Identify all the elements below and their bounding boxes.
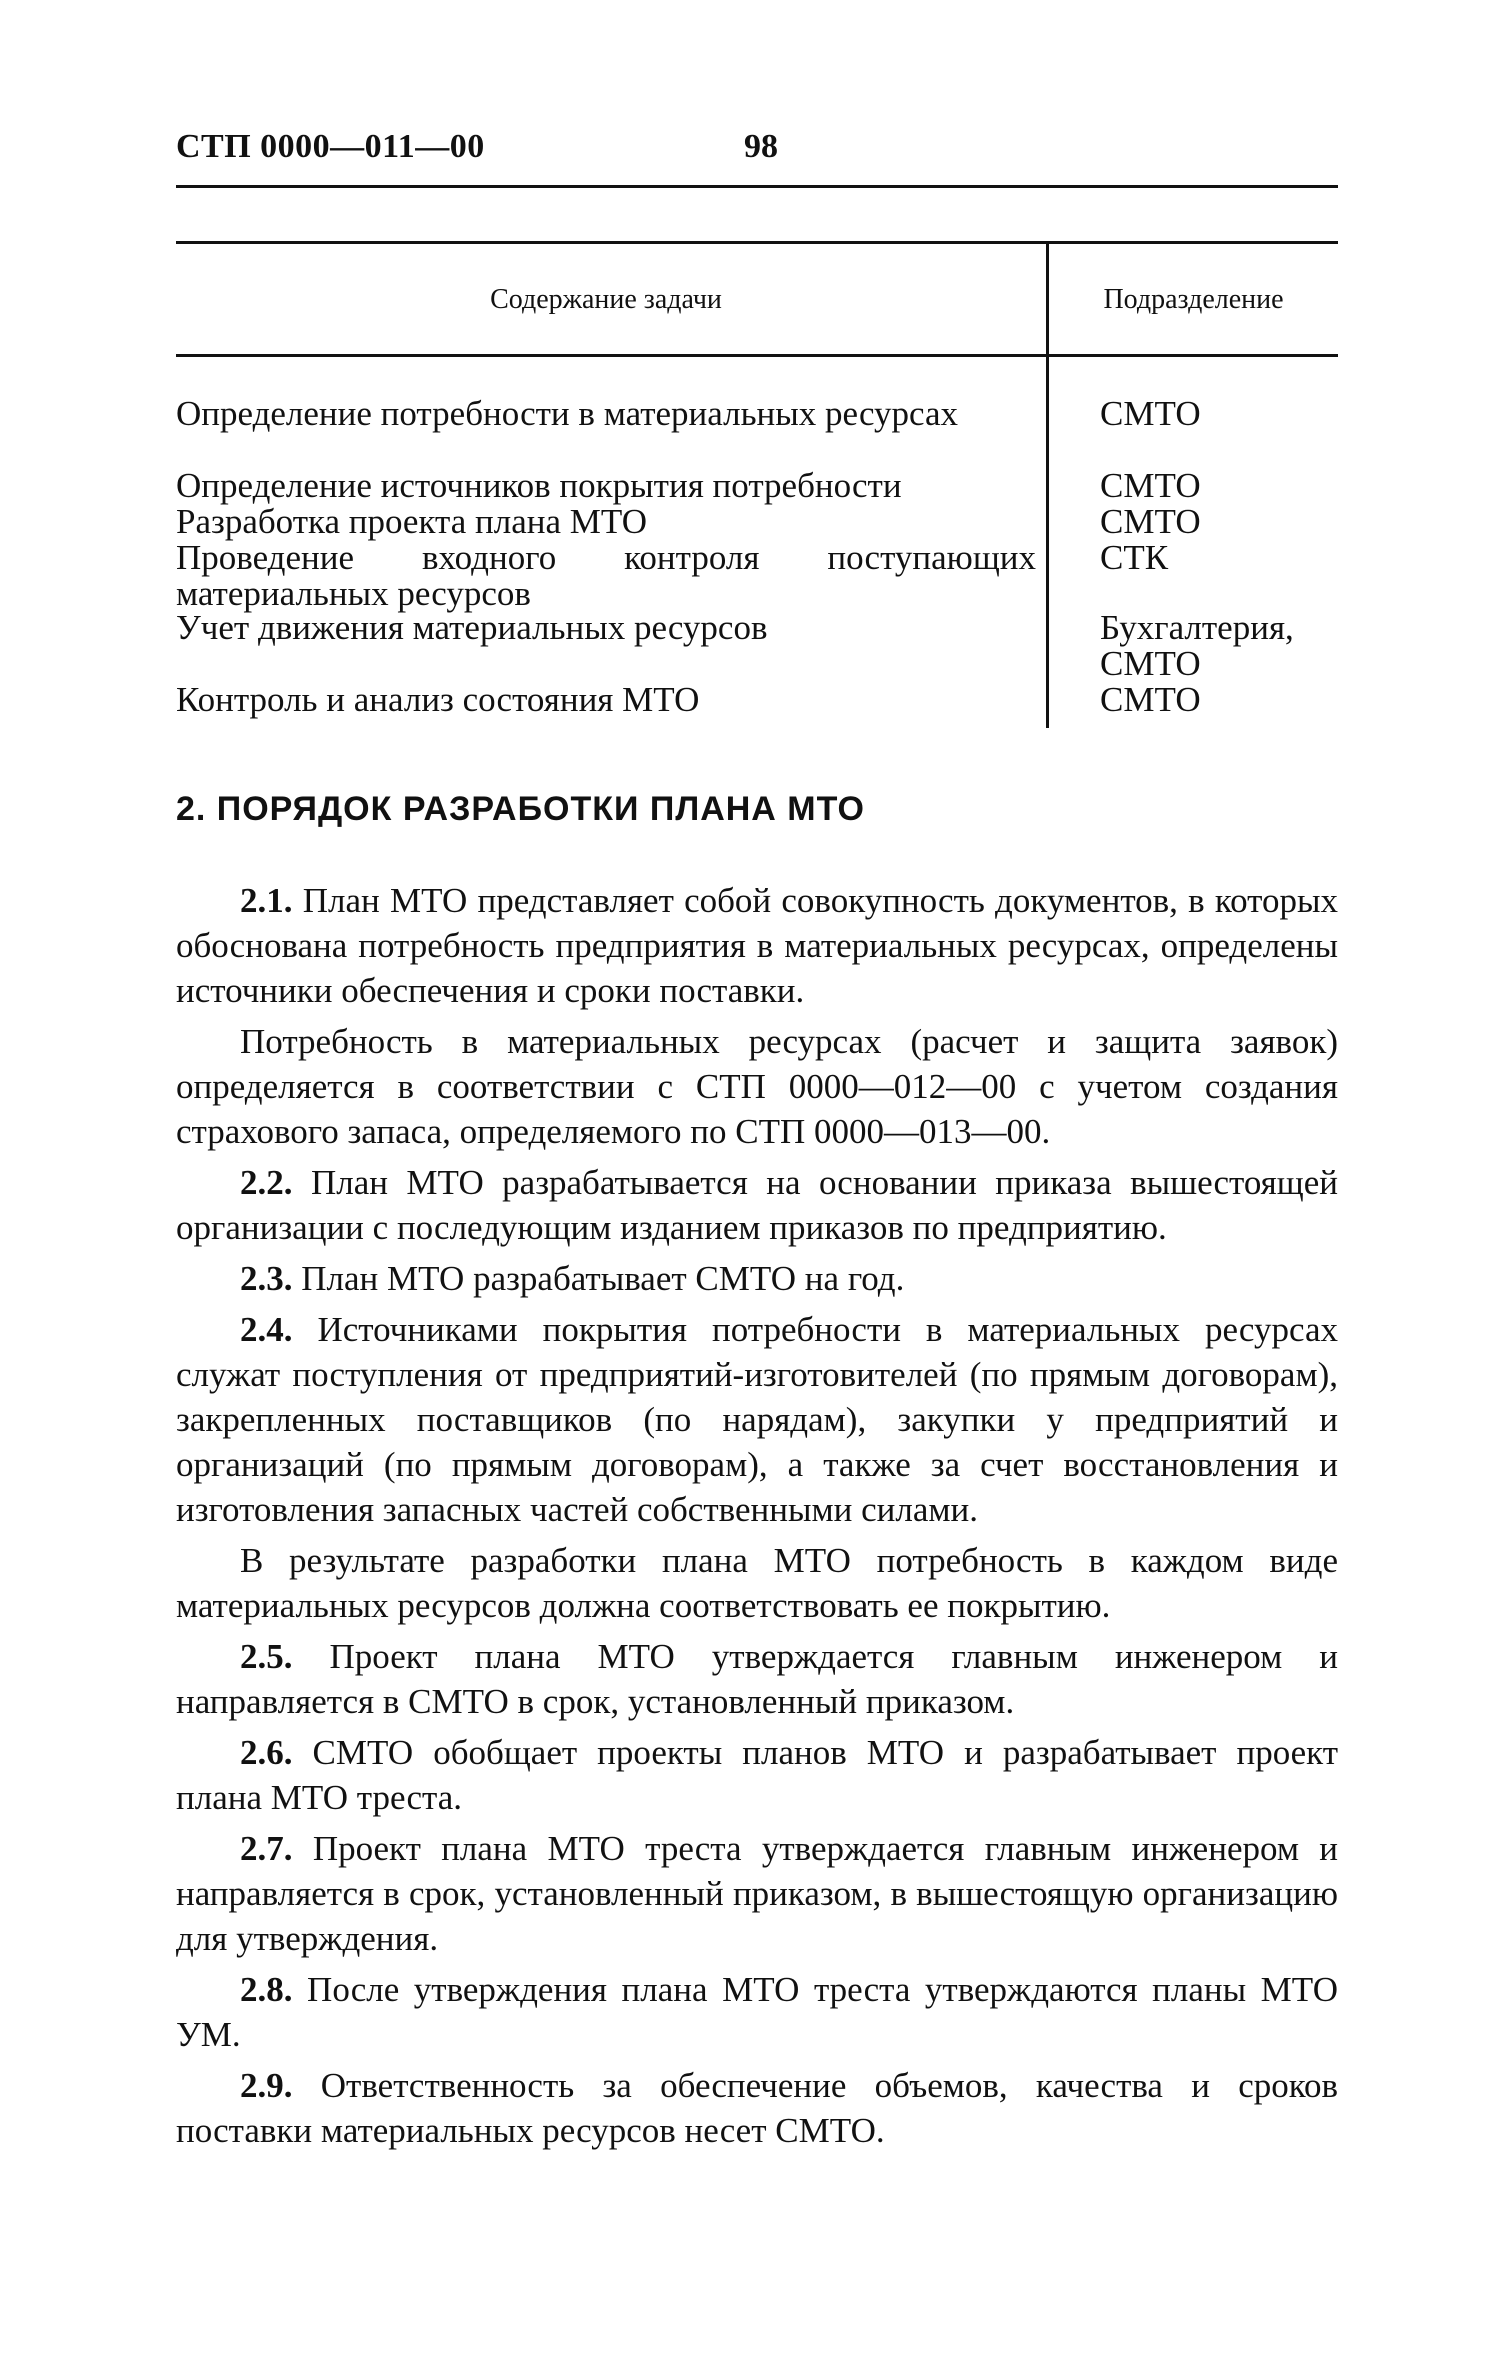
paragraph-text: План МТО разрабатывает СМТО на год. — [301, 1259, 905, 1298]
paragraph-number: 2.8. — [240, 1970, 293, 2009]
paragraph-text: Проект плана МТО треста утверждается главным инженером и направляется в срок, установленный приказом, в вышестоящую организацию для утверждения. — [176, 1829, 1338, 1958]
section-body — [176, 878, 1338, 2159]
paragraph — [176, 1634, 1338, 1724]
paragraph-number: 2.6. — [240, 1733, 293, 1772]
paragraph-number: 2.5. — [240, 1637, 293, 1676]
column-header-dept: Подразделение — [1103, 284, 1284, 315]
paragraph-number: 2.9. — [240, 2066, 293, 2105]
page-header — [176, 128, 1338, 180]
header-rule — [176, 185, 1338, 188]
paragraph-text: План МТО разрабатывается на основании приказа вышестоящей организации с последующим изданием приказов по предприятию. — [176, 1163, 1338, 1247]
table-row-task: Контроль и анализ состояния МТО — [176, 680, 700, 719]
paragraph-text: Ответственность за обеспечение объемов, качества и сроков поставки материальных ресурсов несет СМТО. — [176, 2066, 1338, 2150]
paragraph — [176, 1967, 1338, 2057]
paragraph-number: 2.1. — [240, 881, 293, 920]
paragraph — [176, 1019, 1338, 1154]
page-number: 98 — [744, 128, 778, 165]
table-row-dept: СМТО — [1100, 680, 1201, 719]
paragraph-text: Потребность в материальных ресурсах (расчет и защита заявок) определяется в соответствии с СТП 0000—012—00 с учетом создания страхового запаса, определяемого по СТП 0000—013—00. — [176, 1022, 1338, 1151]
paragraph-number: 2.2. — [240, 1163, 293, 1202]
table-row-dept: СМТО — [1100, 466, 1201, 505]
table-row-dept: СТК — [1100, 538, 1169, 577]
paragraph-number: 2.7. — [240, 1829, 293, 1868]
table-row-task: Учет движения материальных ресурсов — [176, 608, 768, 647]
paragraph — [176, 1307, 1338, 1532]
table-row-dept: СМТО — [1100, 394, 1201, 433]
paragraph — [176, 1826, 1338, 1961]
table-row-dept: Бухгалтерия, СМТО — [1100, 608, 1294, 683]
table-header-rule — [176, 354, 1338, 357]
paragraph-text: План МТО представляет собой совокупность документов, в которых обоснована потребность предприятия в материальных ресурсах, определены источники обеспечения и сроки поставки. — [176, 881, 1339, 1010]
standard-code: СТП 0000—011—00 — [176, 128, 485, 165]
paragraph-text: После утверждения плана МТО треста утверждаются планы МТО УМ. — [176, 1970, 1338, 2054]
paragraph — [176, 1256, 1338, 1301]
column-divider — [1046, 244, 1049, 728]
paragraph — [176, 1538, 1338, 1628]
paragraph — [176, 1160, 1338, 1250]
paragraph-text: Проект плана МТО утверждается главным инженером и направляется в СМТО в срок, установленный приказом. — [176, 1637, 1338, 1721]
table-row-task: Проведение входного контроля поступающих материальных ресурсов — [176, 538, 1036, 613]
paragraph-text: СМТО обобщает проекты планов МТО и разрабатывает проект плана МТО треста. — [176, 1733, 1338, 1817]
paragraph — [176, 878, 1338, 1013]
section-title: 2. ПОРЯДОК РАЗРАБОТКИ ПЛАНА МТО — [176, 790, 865, 828]
table-row-task: Определение источников покрытия потребности — [176, 466, 902, 505]
table-top-rule — [176, 241, 1338, 244]
paragraph-number: 2.4. — [240, 1310, 293, 1349]
paragraph-text: Источниками покрытия потребности в материальных ресурсах служат поступления от предприятий-изготовителей (по прямым договорам), закрепленных поставщиков (по нарядам), закупки у предприятий и организаций (по прямым договорам), а также за счет восстановления и изготовления запасных частей собственными силами. — [176, 1310, 1338, 1529]
paragraph-text: В результате разработки плана МТО потребность в каждом виде материальных ресурсов должна соответствовать ее покрытию. — [176, 1541, 1338, 1625]
table-row-dept: СМТО — [1100, 502, 1201, 541]
table-row-task: Определение потребности в материальных ресурсах — [176, 394, 959, 433]
paragraph-number: 2.3. — [240, 1259, 293, 1298]
paragraph — [176, 1730, 1338, 1820]
paragraph — [176, 2063, 1338, 2153]
table-row-task: Разработка проекта плана МТО — [176, 502, 648, 541]
column-header-task: Содержание задачи — [490, 284, 722, 315]
